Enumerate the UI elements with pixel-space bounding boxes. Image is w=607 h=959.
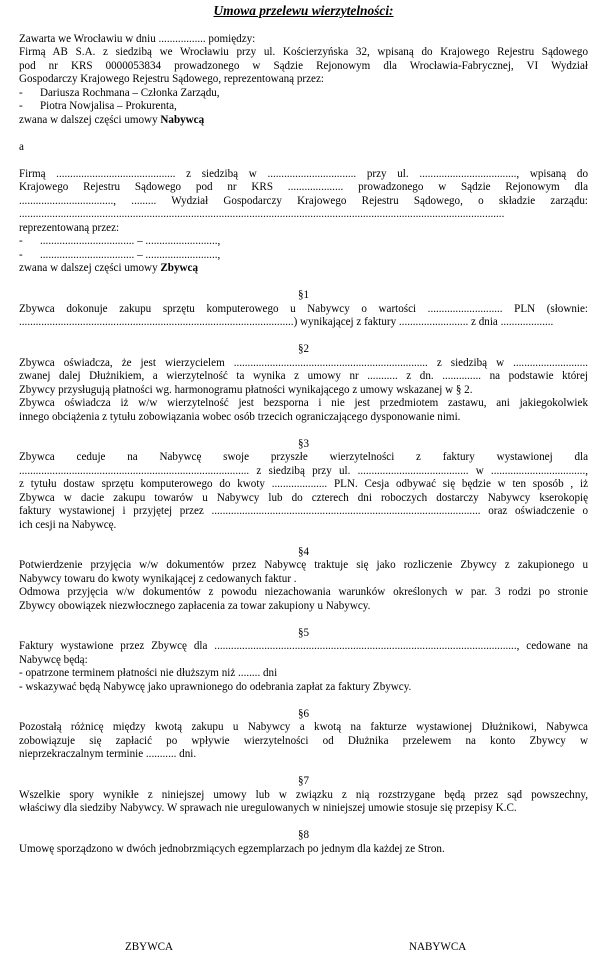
party2-line: Krajowego Rejestru Sądowego pod nr KRS .................... prowadzonego w Sądzie Rejonowym dla [19, 181, 588, 193]
intro-line: Gospodarczy Krajowego Rejestru Sądowego, reprezentowaną przez: [19, 73, 324, 85]
section-line: ich cesji na Nabywcę. [19, 518, 117, 531]
intro-line: pod nr KRS 0000053834 prowadzonego w Sądzie Rejonowym dla Wrocławia-Fabrycznej, VI Wydział [19, 59, 588, 72]
section-line: Umowę sporządzono w dwóch jednobrzmiących egzemplarzach po jednym dla każdej ze Stron. [19, 842, 445, 855]
section-line: - opatrzone terminem płatności nie dłuższym niż ........ dni [19, 667, 278, 679]
section-heading: §7 [297, 775, 310, 787]
section-7 [19, 775, 588, 829]
party2-line: reprezentowaną przez: [19, 221, 120, 234]
party2-section [19, 168, 588, 290]
party-designation: zwana w dalszej części umowy Zbywcą [19, 262, 198, 274]
party2-line: ............................................................................................................................................................................... [19, 208, 505, 220]
signature-zbywca: ZBYWCA [125, 941, 174, 953]
intro-line: Zawarta we Wrocławiu w dniu ................. pomiędzy: [19, 32, 256, 45]
section-8 [19, 829, 588, 856]
section-line: Nabywcę będą: [19, 653, 88, 666]
section-heading: §1 [297, 289, 310, 301]
conjunction: a [19, 140, 24, 153]
section-heading: §6 [297, 707, 310, 720]
representative-item: - .................................. – .........................., [19, 235, 221, 247]
section-heading: §2 [297, 343, 310, 355]
section-line: Wszelkie spory wynikłe z niniejszej umowy lub w związku z nią rozstrzygane będą przez sąd powszechny, [19, 788, 588, 801]
party2-line: .................................., ......... Wydział Gospodarczy Krajowego Rejestru Sądowego, o składzie zarządu: [19, 194, 588, 207]
intro-section [19, 33, 588, 168]
party2-line: Firmą ........................................... z siedzibą w ................................ przy ul. ..................................., wpisaną do [19, 167, 588, 180]
section-2 [19, 343, 588, 438]
section-heading: §4 [297, 545, 310, 558]
representative-item: - Piotra Nowjalisa – Prokurenta, [19, 100, 177, 112]
section-line: Zbywca ceduje na Nabywcę swoje przyszłe wierzytelności z faktury wystawionej dla [19, 451, 588, 463]
section-line: Zbywcy obowiązek niezwłocznego zapłacenia za towar zakupiony u Nabywcy. [19, 599, 371, 612]
section-line: Faktury wystawione przez Zbywcę dla ............................................................................................................., cedowane na [19, 640, 588, 652]
section-heading: §3 [297, 437, 310, 450]
section-line: zwanej dalej Dłużnikiem, a wierzytelność ta wynika z umowy nr ........... z dn. .............. na podstawie której [19, 370, 588, 382]
section-line: nieprzekraczalnym terminie ........... dni. [19, 748, 197, 760]
section-line: właściwy dla siedziby Nabywcy. W sprawach nie uregulowanych w niniejszej umowie stosuje się przepisy K.C. [19, 802, 517, 814]
section-line: ................................................................................... z siedzibą przy ul. ........................................ w .................................., [19, 464, 588, 477]
section-line: Odmowa przyjęcia w/w dokumentów z powodu niezachowania warunków określonych w par. 3 rodzi po stronie [19, 586, 588, 598]
section-line: Zbywca oświadcza, że jest wierzycielem ...................................................................... z siedzibą w ........................... [19, 356, 588, 369]
section-line: zobowiązuje się zapłacić po wpływie wierzytelności od Dłużnika przelewem na konto Zbywcy w [19, 734, 588, 747]
section-line: z tytułu dostaw sprzętu komputerowego do kwoty .................... PLN. Cesja odbywać się będzie w ten sposób , iż [19, 478, 588, 490]
contract-document [19, 0, 588, 856]
section-line: ...................................................................................................) wynikającej z faktury ......................... z dnia ................... [19, 316, 554, 328]
section-line: Pozostałą różnicę między kwotą zakupu u Nabywcy a kwotą na fakturze wystawionej Dłużnikowi, Nabywca [19, 721, 588, 733]
intro-line: Firmą AB S.A. z siedzibą we Wrocławiu przy ul. Kościerzyńska 32, wpisaną do Krajowego Rejestru Sądowego [19, 46, 588, 58]
section-heading: §8 [297, 829, 310, 841]
representative-item: - Dariusza Rochmana – Członka Zarządu, [19, 86, 220, 99]
section-5 [19, 627, 588, 708]
section-line: Zbywcy przysługują płatności wg. harmonogramu płatności wynikającego z umowy wskazanej w § 2. [19, 383, 473, 396]
section-line: Potwierdzenie przyjęcia w/w dokumentów przez Nabywcę traktuje się jako rozliczenie Zbywcy z zakupionego u [19, 559, 588, 571]
section-line: innego obciążenia z tytułu zobowiązania wobec osób trzecich ograniczającego dysponowanie nimi. [19, 410, 461, 423]
section-line: faktury wystawionej i przyjętej przez ................................................................................................. oraz oświadczenie o [19, 505, 588, 517]
section-line: Nabywcy towaru do kwoty wynikającej z cedowanych faktur . [19, 572, 297, 585]
section-3 [19, 438, 588, 546]
section-6 [19, 708, 588, 776]
section-4 [19, 546, 588, 627]
document-title: Umowa przelewu wierzytelności: [213, 3, 394, 18]
section-line: - wskazywać będą Nabywcę jako uprawnionego do odebrania zapłat za faktury Zbywcy. [19, 680, 412, 693]
representative-item: - .................................. – .........................., [19, 248, 221, 261]
section-line: Zbywca oświadcza iż w/w wierzytelność jest bezsporna i nie jest przedmiotem zastawu, ani jakiegokolwiek [19, 397, 588, 409]
party-designation: zwana w dalszej części umowy Nabywcą [19, 113, 205, 126]
section-heading: §5 [297, 626, 310, 639]
section-1 [19, 289, 588, 343]
section-line: Zbywca dokonuje zakupu sprzętu komputerowego u Nabywcy o wartości ........................... PLN (słownie: [19, 302, 588, 315]
section-line: Zbywca w dacie zakupu towarów u Nabywcy lub do czterech dni roboczych dostarczy Nabywcy kserokopię [19, 491, 588, 504]
signature-nabywca: NABYWCA [409, 941, 467, 953]
signature-row [0, 941, 607, 955]
